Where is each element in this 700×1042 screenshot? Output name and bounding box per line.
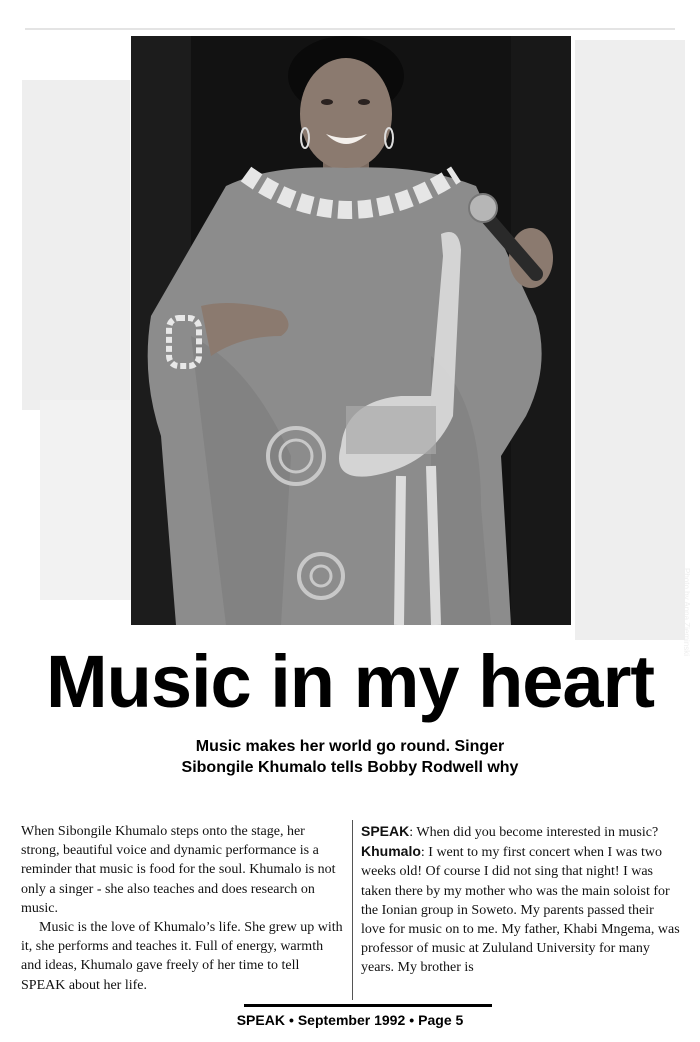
intro-paragraph: When Sibongile Khumalo steps onto the stage, her strong, beautiful voice and dynamic performance is a reminder that music is food for the soul. Khumalo is not only a singer - she also teaches and does research on music.	[21, 824, 336, 916]
intro-paragraph: Music is the love of Khumalo’s life. She grew up with it, she performs and teaches it. Full of energy, warmth and ideas, Khumalo gave freely of her time to tell SPEAK about her life.	[21, 920, 343, 993]
photo-credit: Photo by Anna Zieminski	[682, 568, 691, 657]
bleed-through	[575, 40, 685, 640]
left-column	[21, 822, 345, 995]
bullet-icon: •	[288, 1012, 294, 1028]
bleed-through	[25, 28, 675, 30]
question-paragraph	[361, 822, 681, 842]
deck	[0, 736, 700, 778]
footer-rule	[244, 1004, 492, 1007]
bullet-icon: •	[409, 1012, 415, 1028]
answer-text: : I went to my first concert when I was two weeks old! Of course I did not sing that night! I was taken there by my mother who was the main soloist for the Ionian group in Soweto. My parents passed their love for music on to me. My father, Khabi Mngema, was professor of music at Zululand University for many years. My brother is	[361, 845, 680, 976]
speaker-label: SPEAK	[361, 823, 410, 839]
answer-paragraph	[361, 842, 681, 977]
right-column	[361, 822, 681, 978]
deck-line: Sibongile Khumalo tells Bobby Rodwell why	[181, 759, 519, 776]
headline: Music in my heart	[45, 640, 655, 723]
singer-photo	[131, 36, 691, 657]
question-text: : When did you become interested in music?	[409, 825, 659, 840]
column-divider	[352, 820, 353, 1000]
deck-line: Music makes her world go round. Singer	[195, 738, 505, 755]
issue-date: September 1992	[297, 1012, 406, 1028]
bleed-through	[22, 80, 130, 410]
singer-illustration	[131, 36, 571, 625]
page-number: Page 5	[418, 1012, 464, 1028]
page-footer	[0, 1012, 700, 1028]
magazine-name: SPEAK	[236, 1012, 285, 1028]
speaker-label: Khumalo	[361, 843, 421, 860]
bleed-through	[40, 400, 132, 600]
